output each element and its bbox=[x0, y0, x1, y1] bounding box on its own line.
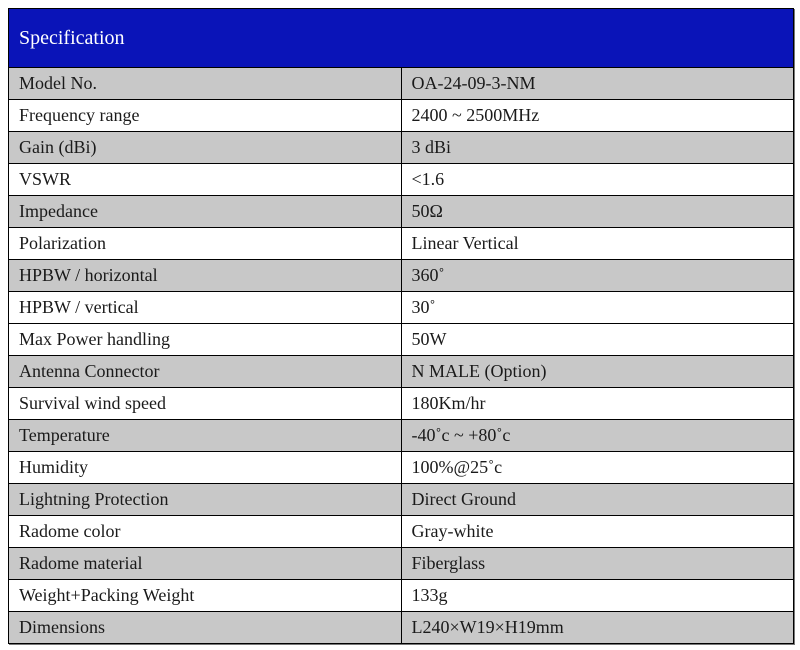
table-row bbox=[9, 292, 794, 324]
spec-value-temperature: -40˚c ~ +80˚c bbox=[401, 420, 794, 452]
spec-label-survival-wind-speed: Survival wind speed bbox=[9, 388, 402, 420]
spec-value-model-no: OA-24-09-3-NM bbox=[401, 68, 794, 100]
spec-label-lightning-protection: Lightning Protection bbox=[9, 484, 402, 516]
spec-value-hpbw-vertical: 30˚ bbox=[401, 292, 794, 324]
table-row bbox=[9, 196, 794, 228]
spec-value-survival-wind-speed: 180Km/hr bbox=[401, 388, 794, 420]
spec-value-hpbw-horizontal: 360˚ bbox=[401, 260, 794, 292]
table-row bbox=[9, 388, 794, 420]
table-row bbox=[9, 452, 794, 484]
table-row bbox=[9, 324, 794, 356]
spec-value-weight: 133g bbox=[401, 580, 794, 612]
table-row bbox=[9, 356, 794, 388]
table-row bbox=[9, 228, 794, 260]
spec-label-antenna-connector: Antenna Connector bbox=[9, 356, 402, 388]
spec-label-max-power: Max Power handling bbox=[9, 324, 402, 356]
spec-label-model-no: Model No. bbox=[9, 68, 402, 100]
spec-value-radome-material: Fiberglass bbox=[401, 548, 794, 580]
spec-label-weight: Weight+Packing Weight bbox=[9, 580, 402, 612]
specification-table bbox=[8, 8, 794, 644]
table-row bbox=[9, 484, 794, 516]
spec-value-radome-color: Gray-white bbox=[401, 516, 794, 548]
table-row bbox=[9, 164, 794, 196]
spec-label-radome-material: Radome material bbox=[9, 548, 402, 580]
table-header-title: Specification bbox=[9, 9, 794, 68]
table-row bbox=[9, 612, 794, 644]
spec-label-hpbw-horizontal: HPBW / horizontal bbox=[9, 260, 402, 292]
table-row bbox=[9, 260, 794, 292]
table-row bbox=[9, 132, 794, 164]
spec-value-max-power: 50W bbox=[401, 324, 794, 356]
table-row bbox=[9, 516, 794, 548]
spec-label-hpbw-vertical: HPBW / vertical bbox=[9, 292, 402, 324]
spec-value-antenna-connector: N MALE (Option) bbox=[401, 356, 794, 388]
spec-label-polarization: Polarization bbox=[9, 228, 402, 260]
spec-label-humidity: Humidity bbox=[9, 452, 402, 484]
spec-label-gain: Gain (dBi) bbox=[9, 132, 402, 164]
spec-label-radome-color: Radome color bbox=[9, 516, 402, 548]
table-row bbox=[9, 580, 794, 612]
spec-value-impedance: 50Ω bbox=[401, 196, 794, 228]
table-row bbox=[9, 68, 794, 100]
spec-label-frequency-range: Frequency range bbox=[9, 100, 402, 132]
spec-value-lightning-protection: Direct Ground bbox=[401, 484, 794, 516]
spec-label-impedance: Impedance bbox=[9, 196, 402, 228]
table-row bbox=[9, 100, 794, 132]
spec-value-frequency-range: 2400 ~ 2500MHz bbox=[401, 100, 794, 132]
spec-value-gain: 3 dBi bbox=[401, 132, 794, 164]
spec-label-dimensions: Dimensions bbox=[9, 612, 402, 644]
table-header-row bbox=[9, 9, 794, 68]
spec-value-humidity: 100%@25˚c bbox=[401, 452, 794, 484]
table-row bbox=[9, 548, 794, 580]
spec-label-temperature: Temperature bbox=[9, 420, 402, 452]
spec-value-vswr: <1.6 bbox=[401, 164, 794, 196]
specification-table-body bbox=[9, 9, 794, 644]
spec-value-polarization: Linear Vertical bbox=[401, 228, 794, 260]
spec-value-dimensions: L240×W19×H19mm bbox=[401, 612, 794, 644]
table-row bbox=[9, 420, 794, 452]
spec-label-vswr: VSWR bbox=[9, 164, 402, 196]
